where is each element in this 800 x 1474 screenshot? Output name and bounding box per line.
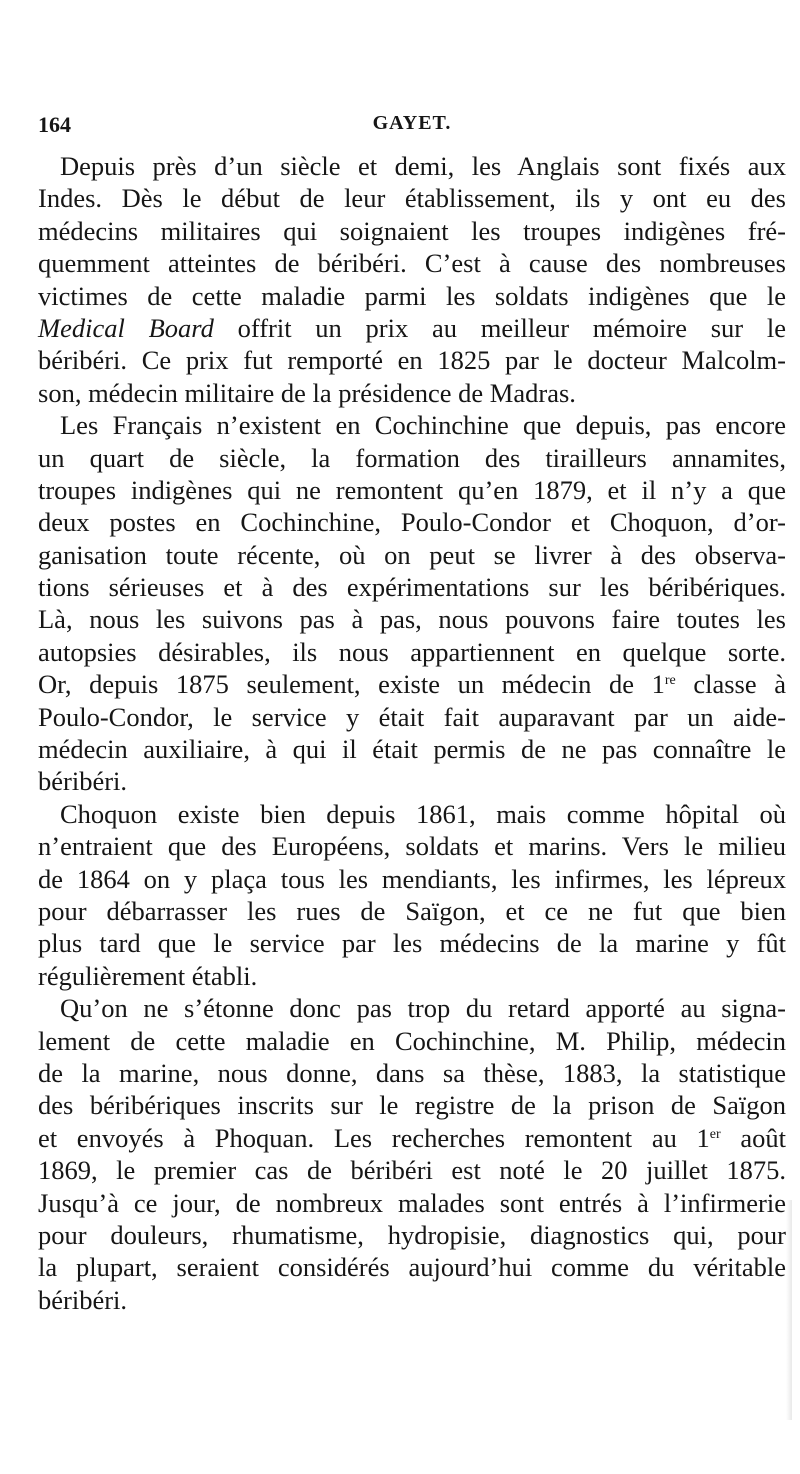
text-line: autopsies désirables, ils nous appartiennent en quelque sorte. [38,636,786,667]
paragraph [38,992,786,1316]
text-line: lement de cette maladie en Cochinchine, M. Philip, médecin [38,1025,786,1056]
text-line: Là, nous les suivons pas à pas, nous pouvons faire toutes les [38,604,786,635]
text-line: Depuis près d’un siècle et demi, les Anglais sont fixés aux [60,151,786,181]
text-line: son, médecin militaire de la présidence de Madras. [38,377,576,408]
body-text [38,150,786,1316]
text-line: médecins militaires qui soignaient les troupes indigènes fré- [38,215,786,246]
text-line: ganisation toute récente, où on peut se livrer à des observa- [38,539,786,570]
text-line: un quart de siècle, la formation des tirailleurs annamites, [38,442,786,473]
text-line: régulièrement établi. [38,960,258,991]
text-line: et envoyés à Phoquan. Les recherches remontent au 1er août [38,1122,786,1153]
text-line: 1869, le premier cas de béribéri est noté le 20 juillet 1875. [38,1155,786,1186]
text-line: deux postes en Cochinchine, Poulo-Condor et Choquon, d’or- [38,507,786,538]
text-line: plus tard que le service par les médecins de la marine y fût [38,928,786,959]
paragraph [38,150,786,409]
text-line: de la marine, nous donne, dans sa thèse, 1883, la statistique [38,1057,786,1088]
running-head: GAYET. [372,112,452,134]
text-line: tions sérieuses et à des expérimentations sur les béribériques. [38,572,786,603]
text-line: n’entraient que des Européens, soldats et marins. Vers le milieu [38,831,786,862]
text-line: Medical Board offrit un prix au meilleur mémoire sur le [38,312,786,343]
text-line: Poulo-Condor, le service y était fait auparavant par un aide- [38,701,786,732]
paragraph [38,798,786,992]
text-line: Les Français n’existent en Cochinchine que depuis, pas encore [60,410,786,441]
text-line: pour douleurs, rhumatisme, hydropisie, diagnostics qui, pour [38,1219,786,1250]
text-line: Or, depuis 1875 seulement, existe un médecin de 1re classe à [38,669,786,700]
text-line: médecin auxiliaire, à qui il était permis de ne pas connaître le [38,734,786,765]
page-edge-shadow [786,1200,792,1420]
text-line: béribéri. [38,766,128,797]
text-line: quemment atteintes de béribéri. C’est à cause des nombreuses [38,248,786,279]
text-line: victimes de cette maladie parmi les soldats indigènes que le [38,280,786,311]
text-line: Indes. Dès le début de leur établissement, ils y ont eu des [38,183,786,214]
text-line: la plupart, seraient considérés aujourd’hui comme du véritable [38,1252,786,1283]
page-number: 164 [38,112,71,137]
text-line: Choquon existe bien depuis 1861, mais comme hôpital où [60,798,786,829]
text-line: pour débarrasser les rues de Saïgon, et ce ne fut que bien [38,895,786,926]
text-line: de 1864 on y plaça tous les mendiants, les infirmes, les lépreux [38,863,786,894]
text-line: des béribériques inscrits sur le registre de la prison de Saïgon [38,1090,786,1121]
text-line: béribéri. [38,1284,128,1315]
text-line: troupes indigènes qui ne remontent qu’en 1879, et il n’y a que [38,474,786,505]
text-line: béribéri. Ce prix fut remporté en 1825 par le docteur Malcolm- [38,345,786,376]
paragraph [38,409,786,798]
text-line: Jusqu’à ce jour, de nombreux malades sont entrés à l’infirmerie [38,1187,786,1218]
text-line: Qu’on ne s’étonne donc pas trop du retard apporté au signa- [60,993,786,1024]
page-header [38,112,786,142]
